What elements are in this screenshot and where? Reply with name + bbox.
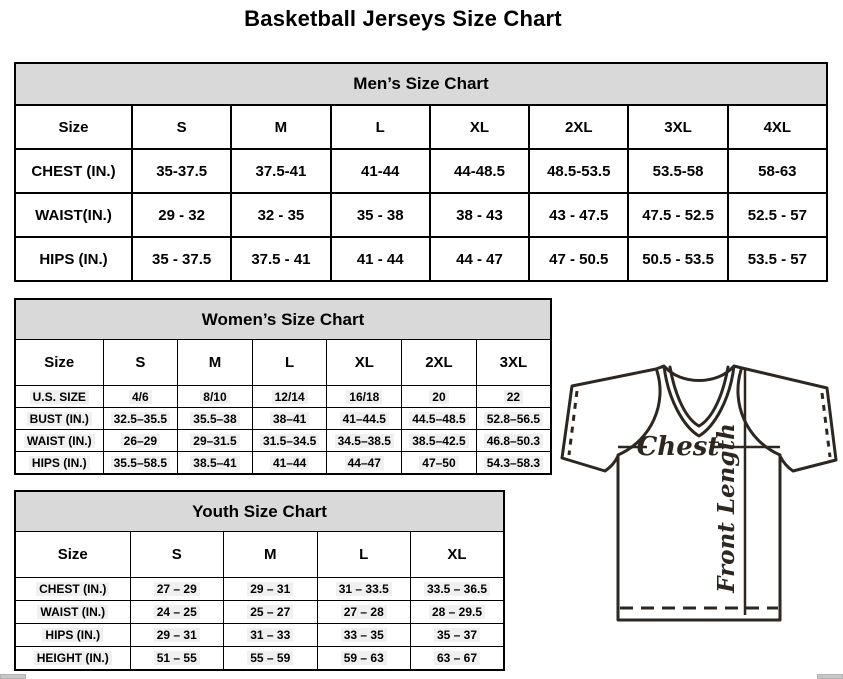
cell-text: 38.5–42.5 (409, 434, 468, 448)
col-header: XL (430, 105, 529, 149)
cell-text: 8/10 (200, 390, 229, 404)
cell (130, 578, 224, 601)
cell-text: 54.3–58.3 (484, 456, 543, 470)
col-header: L (317, 532, 411, 578)
cell (224, 647, 318, 671)
cell (317, 601, 411, 624)
cell-text: 28 – 29.5 (429, 605, 485, 619)
row-label (15, 430, 103, 452)
cell: 35 - 37.5 (132, 237, 231, 281)
col-header: L (331, 105, 430, 149)
cell: 35 - 38 (331, 193, 430, 237)
horizontal-scrollbar-fragment[interactable] (0, 674, 26, 679)
cell-text: 35.5–38 (190, 412, 239, 426)
col-header: Size (15, 532, 130, 578)
col-header: S (103, 340, 178, 386)
col-header: M (178, 340, 253, 386)
cell (411, 647, 505, 671)
cell-text: 27 – 28 (341, 605, 387, 619)
row-label (15, 408, 103, 430)
col-header: M (231, 105, 330, 149)
cell-text: 41–44.5 (340, 412, 389, 426)
row-label-text: WAIST (IN.) (24, 434, 95, 448)
cell-text: 12/14 (272, 390, 308, 404)
cell-text: 32.5–35.5 (111, 412, 170, 426)
cell-text: 4/6 (129, 390, 152, 404)
row-label: WAIST(IN.) (15, 193, 132, 237)
cell: 47 - 50.5 (529, 237, 628, 281)
cell-text: 55 – 59 (247, 651, 293, 665)
cell (178, 430, 253, 452)
cell: 47.5 - 52.5 (628, 193, 727, 237)
cell-text: 33 – 35 (341, 628, 387, 642)
cell: 43 - 47.5 (529, 193, 628, 237)
row-label (15, 386, 103, 408)
cell-text: 31.5–34.5 (260, 434, 319, 448)
cell: 37.5-41 (231, 149, 330, 193)
cell-text: 33.5 – 36.5 (424, 582, 490, 596)
cell-text: 63 – 67 (434, 651, 480, 665)
cell-text: 27 – 29 (154, 582, 200, 596)
cell: 41-44 (331, 149, 430, 193)
cell: 53.5 - 57 (728, 237, 827, 281)
cell (178, 386, 253, 408)
cell: 38 - 43 (430, 193, 529, 237)
cell: 50.5 - 53.5 (628, 237, 727, 281)
cell (178, 452, 253, 475)
cell (402, 430, 477, 452)
cell (252, 386, 327, 408)
cell (327, 408, 402, 430)
cell (224, 624, 318, 647)
cell (252, 430, 327, 452)
row-label: CHEST (IN.) (15, 149, 132, 193)
cell-text: 41–44 (270, 456, 309, 470)
cell-text: 31 – 33.5 (336, 582, 392, 596)
cell: 37.5 - 41 (231, 237, 330, 281)
cell (411, 601, 505, 624)
row-label-text: U.S. SIZE (30, 390, 89, 404)
cell-text: 24 – 25 (154, 605, 200, 619)
cell-text: 22 (504, 390, 523, 404)
cell-text: 44.5–48.5 (409, 412, 468, 426)
col-header: S (132, 105, 231, 149)
cell-text: 29 – 31 (154, 628, 200, 642)
chest-label: Chest (636, 432, 720, 462)
cell: 58-63 (728, 149, 827, 193)
collar-back-line (665, 367, 733, 381)
page-title: Basketball Jerseys Size Chart (244, 6, 562, 31)
cell (103, 452, 178, 475)
cell (402, 452, 477, 475)
cell (224, 578, 318, 601)
horizontal-scrollbar-fragment[interactable] (817, 674, 843, 679)
womens-size-table (14, 298, 552, 475)
jersey-outline (562, 366, 836, 620)
front-length-label: Front Length (713, 423, 740, 593)
col-header: 2XL (529, 105, 628, 149)
row-label-text: WAIST (IN.) (37, 605, 108, 619)
cell: 41 - 44 (331, 237, 430, 281)
col-header: L (252, 340, 327, 386)
cell (178, 408, 253, 430)
cell (317, 578, 411, 601)
cell (476, 452, 551, 475)
cell (411, 624, 505, 647)
cell: 29 - 32 (132, 193, 231, 237)
col-header: XL (411, 532, 505, 578)
cell (130, 647, 224, 671)
cell (327, 430, 402, 452)
cell: 52.5 - 57 (728, 193, 827, 237)
cell: 44-48.5 (430, 149, 529, 193)
youth-table-title: Youth Size Chart (15, 491, 504, 532)
cell-text: 20 (429, 390, 448, 404)
row-label (15, 578, 130, 601)
cell (103, 386, 178, 408)
cell (130, 601, 224, 624)
cell (317, 624, 411, 647)
cell: 44 - 47 (430, 237, 529, 281)
cell-text: 52.8–56.5 (484, 412, 543, 426)
cell-text: 47–50 (419, 456, 458, 470)
cell (476, 430, 551, 452)
cell-text: 31 – 33 (247, 628, 293, 642)
cell (103, 408, 178, 430)
cell-text: 25 – 27 (247, 605, 293, 619)
cell (327, 386, 402, 408)
jersey-measurement-diagram (560, 358, 840, 632)
cell: 32 - 35 (231, 193, 330, 237)
cell-text: 44–47 (345, 456, 384, 470)
row-label-text: BUST (IN.) (27, 412, 92, 426)
cell-text: 35 – 37 (434, 628, 480, 642)
cell (103, 430, 178, 452)
row-label-text: HIPS (IN.) (42, 628, 103, 642)
cell-text: 51 – 55 (154, 651, 200, 665)
row-label-text: CHEST (IN.) (36, 582, 109, 596)
row-label (15, 647, 130, 671)
col-header: Size (15, 340, 103, 386)
col-header: 3XL (476, 340, 551, 386)
cell (327, 452, 402, 475)
cell: 35-37.5 (132, 149, 231, 193)
cell: 48.5-53.5 (529, 149, 628, 193)
cell: 53.5-58 (628, 149, 727, 193)
cell-text: 46.8–50.3 (484, 434, 543, 448)
womens-table-title: Women’s Size Chart (15, 299, 551, 340)
row-label: HIPS (IN.) (15, 237, 132, 281)
cell (476, 386, 551, 408)
cell-text: 29–31.5 (190, 434, 239, 448)
row-label (15, 452, 103, 475)
cell-text: 38.5–41 (190, 456, 239, 470)
row-label-text: HIPS (IN.) (29, 456, 90, 470)
row-label-text: HEIGHT (IN.) (34, 651, 112, 665)
cell (252, 408, 327, 430)
col-header: 2XL (402, 340, 477, 386)
youth-size-table (14, 490, 505, 671)
cell (252, 452, 327, 475)
cell-text: 59 – 63 (341, 651, 387, 665)
cell-text: 35.5–58.5 (111, 456, 170, 470)
col-header: 4XL (728, 105, 827, 149)
cell-text: 38–41 (270, 412, 309, 426)
cell-text: 29 – 31 (247, 582, 293, 596)
cell (402, 386, 477, 408)
cell (317, 647, 411, 671)
col-header: Size (15, 105, 132, 149)
row-label (15, 624, 130, 647)
cell-text: 34.5–38.5 (335, 434, 394, 448)
mens-size-table (14, 62, 828, 282)
cell-text: 26–29 (121, 434, 160, 448)
cell (411, 578, 505, 601)
cell (130, 624, 224, 647)
mens-table-title: Men’s Size Chart (15, 63, 827, 105)
cell (402, 408, 477, 430)
col-header: 3XL (628, 105, 727, 149)
cell-text: 16/18 (346, 390, 382, 404)
cell (224, 601, 318, 624)
col-header: S (130, 532, 224, 578)
row-label (15, 601, 130, 624)
cell (476, 408, 551, 430)
col-header: XL (327, 340, 402, 386)
col-header: M (224, 532, 318, 578)
